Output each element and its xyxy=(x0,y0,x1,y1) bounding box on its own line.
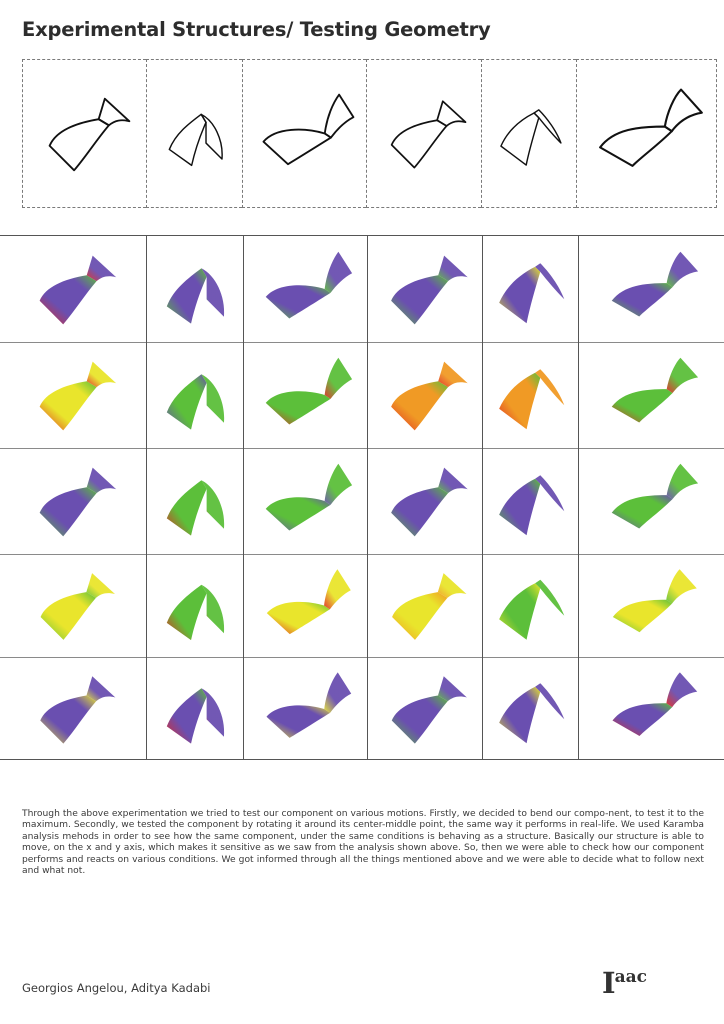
grid-column-divider xyxy=(578,236,579,759)
stress-map xyxy=(367,448,482,554)
stress-map xyxy=(0,554,146,657)
analysis-cell xyxy=(482,342,578,448)
analysis-cell xyxy=(0,342,146,448)
analysis-cell xyxy=(578,657,724,761)
analysis-cell xyxy=(482,657,578,761)
stress-map xyxy=(146,554,243,657)
stress-map xyxy=(482,554,578,657)
analysis-cell xyxy=(0,236,146,342)
stress-map xyxy=(482,657,578,761)
sketch-drawing xyxy=(482,60,577,207)
analysis-cell xyxy=(578,342,724,448)
stress-map xyxy=(578,236,724,342)
logo-main: I xyxy=(602,966,615,1000)
sketch-drawing xyxy=(147,60,243,207)
stress-map xyxy=(482,342,578,448)
analysis-cell xyxy=(482,554,578,657)
analysis-cell xyxy=(367,657,482,761)
grid-column-divider xyxy=(367,236,368,759)
analysis-cell xyxy=(243,448,367,554)
sketch-cell xyxy=(242,59,366,208)
stress-map xyxy=(482,448,578,554)
analysis-cell xyxy=(578,448,724,554)
analysis-cell xyxy=(578,554,724,657)
stress-map xyxy=(243,657,367,761)
analysis-cell xyxy=(367,448,482,554)
grid-row-divider xyxy=(0,342,724,343)
stress-map xyxy=(482,236,578,342)
analysis-cell xyxy=(146,554,243,657)
analysis-cell xyxy=(146,342,243,448)
analysis-cell xyxy=(0,554,146,657)
sketch-row xyxy=(22,59,718,208)
analysis-cell xyxy=(367,236,482,342)
stress-map xyxy=(146,236,243,342)
analysis-cell xyxy=(578,236,724,342)
stress-map xyxy=(367,554,482,657)
sketch-drawing xyxy=(23,60,146,207)
sketch-drawing xyxy=(577,60,716,207)
page-title: Experimental Structures/ Testing Geometry xyxy=(22,18,491,41)
analysis-cell xyxy=(243,342,367,448)
analysis-cell xyxy=(243,236,367,342)
analysis-cell xyxy=(243,657,367,761)
stress-map xyxy=(243,554,367,657)
stress-map xyxy=(578,448,724,554)
analysis-cell xyxy=(367,554,482,657)
stress-map xyxy=(0,657,146,761)
sketch-drawing xyxy=(367,60,481,207)
iaac-logo xyxy=(602,966,647,1000)
analysis-cell xyxy=(0,448,146,554)
grid-row-divider xyxy=(0,554,724,555)
sketch-cell xyxy=(576,59,717,208)
grid-row-divider xyxy=(0,448,724,449)
stress-map xyxy=(367,236,482,342)
analysis-cell xyxy=(367,342,482,448)
logo-sup: aac xyxy=(614,967,647,987)
sketch-cell xyxy=(481,59,577,208)
analysis-cell xyxy=(482,236,578,342)
stress-map xyxy=(578,554,724,657)
stress-map xyxy=(578,657,724,761)
grid-column-divider xyxy=(243,236,244,759)
description-paragraph: Through the above experimentation we tried to test our component on various motions. Firstly, we decided to bend our compo-nent, to test it to the maximum. Secondly, we tested the component by rotating it around its center-middle point, the same way it performs in real-life. We used Karamba analysis mehods in order to see how the same component, under the same conditions is behaving as a structure. Basically our structure is able to move, on the x and y axis, which makes it sensitive as we saw from the analysis shown above. So, then we were able to check how our component performs and reacts on various conditions. We got informed through all the things mentioned above and we were able to decide what to follow next and what not. xyxy=(22,809,704,877)
stress-map xyxy=(0,236,146,342)
authors: Georgios Angelou, Aditya Kadabi xyxy=(22,981,211,995)
analysis-cell xyxy=(146,657,243,761)
sketch-cell xyxy=(22,59,146,208)
analysis-cell xyxy=(482,448,578,554)
stress-map xyxy=(146,657,243,761)
analysis-grid xyxy=(0,235,724,760)
stress-map xyxy=(243,236,367,342)
stress-map xyxy=(578,342,724,448)
analysis-cell xyxy=(0,657,146,761)
stress-map xyxy=(0,342,146,448)
stress-map xyxy=(243,448,367,554)
stress-map xyxy=(367,342,482,448)
sketch-cell xyxy=(146,59,243,208)
sketch-cell xyxy=(366,59,481,208)
analysis-cell xyxy=(243,554,367,657)
analysis-cell xyxy=(146,236,243,342)
grid-column-divider xyxy=(146,236,147,759)
analysis-cell xyxy=(146,448,243,554)
grid-row-divider xyxy=(0,657,724,658)
stress-map xyxy=(146,448,243,554)
sketch-drawing xyxy=(243,60,366,207)
stress-map xyxy=(0,448,146,554)
stress-map xyxy=(367,657,482,761)
stress-map xyxy=(243,342,367,448)
grid-column-divider xyxy=(482,236,483,759)
stress-map xyxy=(146,342,243,448)
